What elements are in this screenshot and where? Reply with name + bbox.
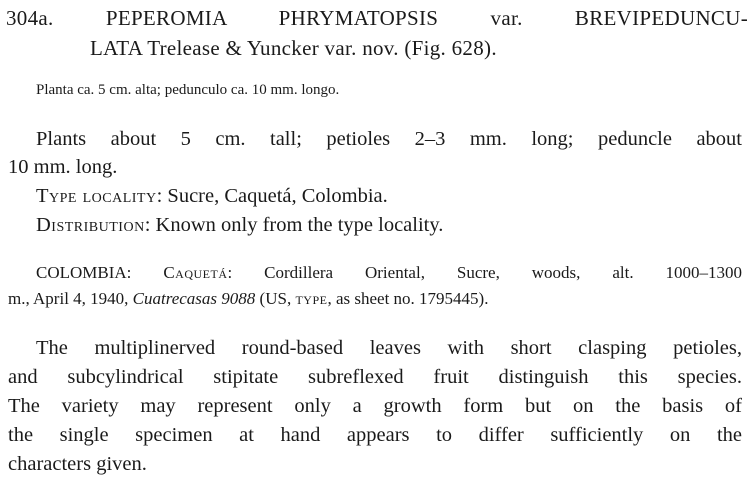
discussion-line-1: The multiplinerved round-based leaves with short clasping petioles,	[36, 337, 742, 359]
description-line-1: Plants about 5 cm. tall; petioles 2–3 mm. long; peduncle about	[36, 128, 742, 150]
discussion-line-5: characters given.	[8, 453, 147, 475]
discussion-line-3: The variety may represent only a growth form but on the basis of	[8, 395, 742, 417]
discussion-line-4: the single specimen at hand appears to differ sufficiently on the	[8, 424, 742, 446]
specimen-country: COLOMBIA	[36, 263, 127, 282]
species-heading-line-1-text: 304a. PEPEROMIA PHRYMATOPSIS var. BREVIPEDUNCU-	[6, 6, 748, 30]
species-heading-line-2	[90, 36, 497, 61]
distribution-label: Distribution	[36, 214, 145, 236]
distribution	[36, 214, 443, 237]
type-locality-value: : Sucre, Caquetá, Colombia.	[156, 185, 388, 207]
specimen-department: Caquetá	[163, 263, 228, 282]
species-heading-line-2-text: LATA Trelease & Yuncker var. nov. (Fig. 628).	[90, 36, 497, 60]
specimen-citation-line-1: COLOMBIA: Caquetá: Cordillera Oriental, Sucre, woods, alt. 1000–1300	[36, 263, 742, 282]
latin-diagnosis: Planta ca. 5 cm. alta; pedunculo ca. 10 mm. longo.	[36, 82, 340, 98]
type-locality-label: Type locality	[36, 185, 157, 207]
collector: Cuatrecasas 9088	[132, 289, 256, 308]
discussion-line-2: and subcylindrical stipitate subreflexed fruit distinguish this species.	[8, 366, 742, 388]
species-heading-line-1	[6, 6, 748, 31]
description-line-2: 10 mm. long.	[8, 156, 118, 178]
distribution-value: : Known only from the type locality.	[144, 214, 444, 236]
type-locality	[36, 185, 388, 208]
specimen-citation-line-2: m., April 4, 1940, Cuatrecasas 9088 (US, type, as sheet no. 1795445).	[8, 289, 489, 308]
